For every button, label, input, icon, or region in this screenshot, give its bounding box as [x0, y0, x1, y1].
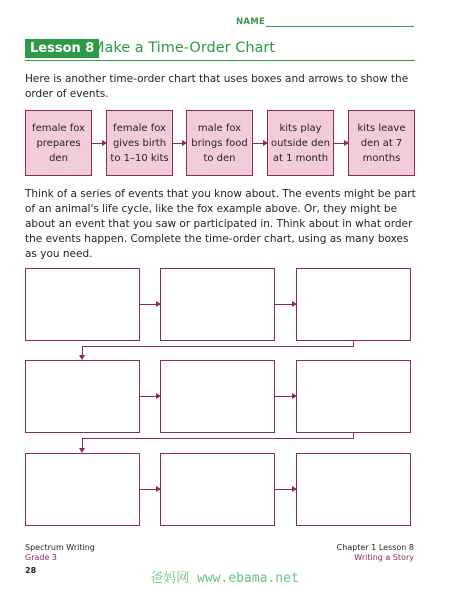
arrow-right-icon: [140, 396, 160, 397]
name-label: NAME: [236, 17, 266, 27]
lesson-header: [25, 39, 415, 61]
arrow-right-icon: [92, 143, 106, 144]
footer-grade: Grade 3: [25, 553, 58, 562]
chart-box-5[interactable]: [160, 360, 275, 433]
name-write-line[interactable]: [266, 26, 414, 27]
arrow-right-icon: [140, 489, 160, 490]
footer-chapter: Chapter 1 Lesson 8: [336, 543, 414, 552]
lesson-title: Make a Time-Order Chart: [92, 40, 276, 56]
chart-box-7[interactable]: [25, 453, 140, 526]
arrow-right-icon: [334, 143, 348, 144]
arrow-right-icon: [140, 304, 160, 305]
connector-line: [82, 346, 83, 355]
example-box-4: [267, 110, 334, 176]
footer-book-title: Spectrum Writing: [25, 543, 95, 552]
lesson-badge: Lesson 8: [25, 39, 99, 58]
example-box-text: kits leave den at 7 months: [357, 122, 406, 164]
example-box-text: female fox prepares den: [32, 122, 85, 164]
arrow-right-icon: [275, 489, 296, 490]
name-field-row: [236, 17, 414, 29]
footer-right: [337, 543, 414, 563]
chart-box-4[interactable]: [25, 360, 140, 433]
chart-box-2[interactable]: [160, 268, 275, 341]
page-number: 28: [25, 566, 37, 575]
example-box-2: [106, 110, 173, 176]
arrow-right-icon: [253, 143, 267, 144]
example-box-text: male fox brings food to den: [191, 122, 248, 164]
arrow-right-icon: [275, 304, 296, 305]
example-box-5: [348, 110, 415, 176]
connector-line: [82, 438, 83, 448]
watermark: 爸妈网 www.ebama.net: [150, 571, 299, 586]
connector-line: [82, 346, 354, 347]
chart-box-6[interactable]: [296, 360, 411, 433]
intro-text: Here is another time-order chart that uses boxes and arrows to show the order of events.: [25, 73, 409, 100]
chart-box-1[interactable]: [25, 268, 140, 341]
title-rule: [25, 60, 415, 61]
arrow-right-icon: [275, 396, 296, 397]
example-box-1: [25, 110, 92, 176]
chart-box-9[interactable]: [296, 453, 411, 526]
footer-subtitle: Writing a Story: [354, 553, 414, 562]
example-box-text: kits play outside den at 1 month: [271, 122, 330, 164]
chart-box-3[interactable]: [296, 268, 411, 341]
instructions-text: Think of a series of events that you know about. The events might be part of an animal's life cycle, like the fox example above. Or, they might be about an event that you saw or participated in. Think about in what order the events happen. Complete the time-order chart, using as many boxes as you need.: [25, 188, 416, 260]
arrow-right-icon: [173, 143, 186, 144]
example-box-3: [186, 110, 253, 176]
example-box-text: female fox gives birth to 1–10 kits: [110, 122, 169, 164]
connector-line: [82, 438, 354, 439]
chart-box-8[interactable]: [160, 453, 275, 526]
